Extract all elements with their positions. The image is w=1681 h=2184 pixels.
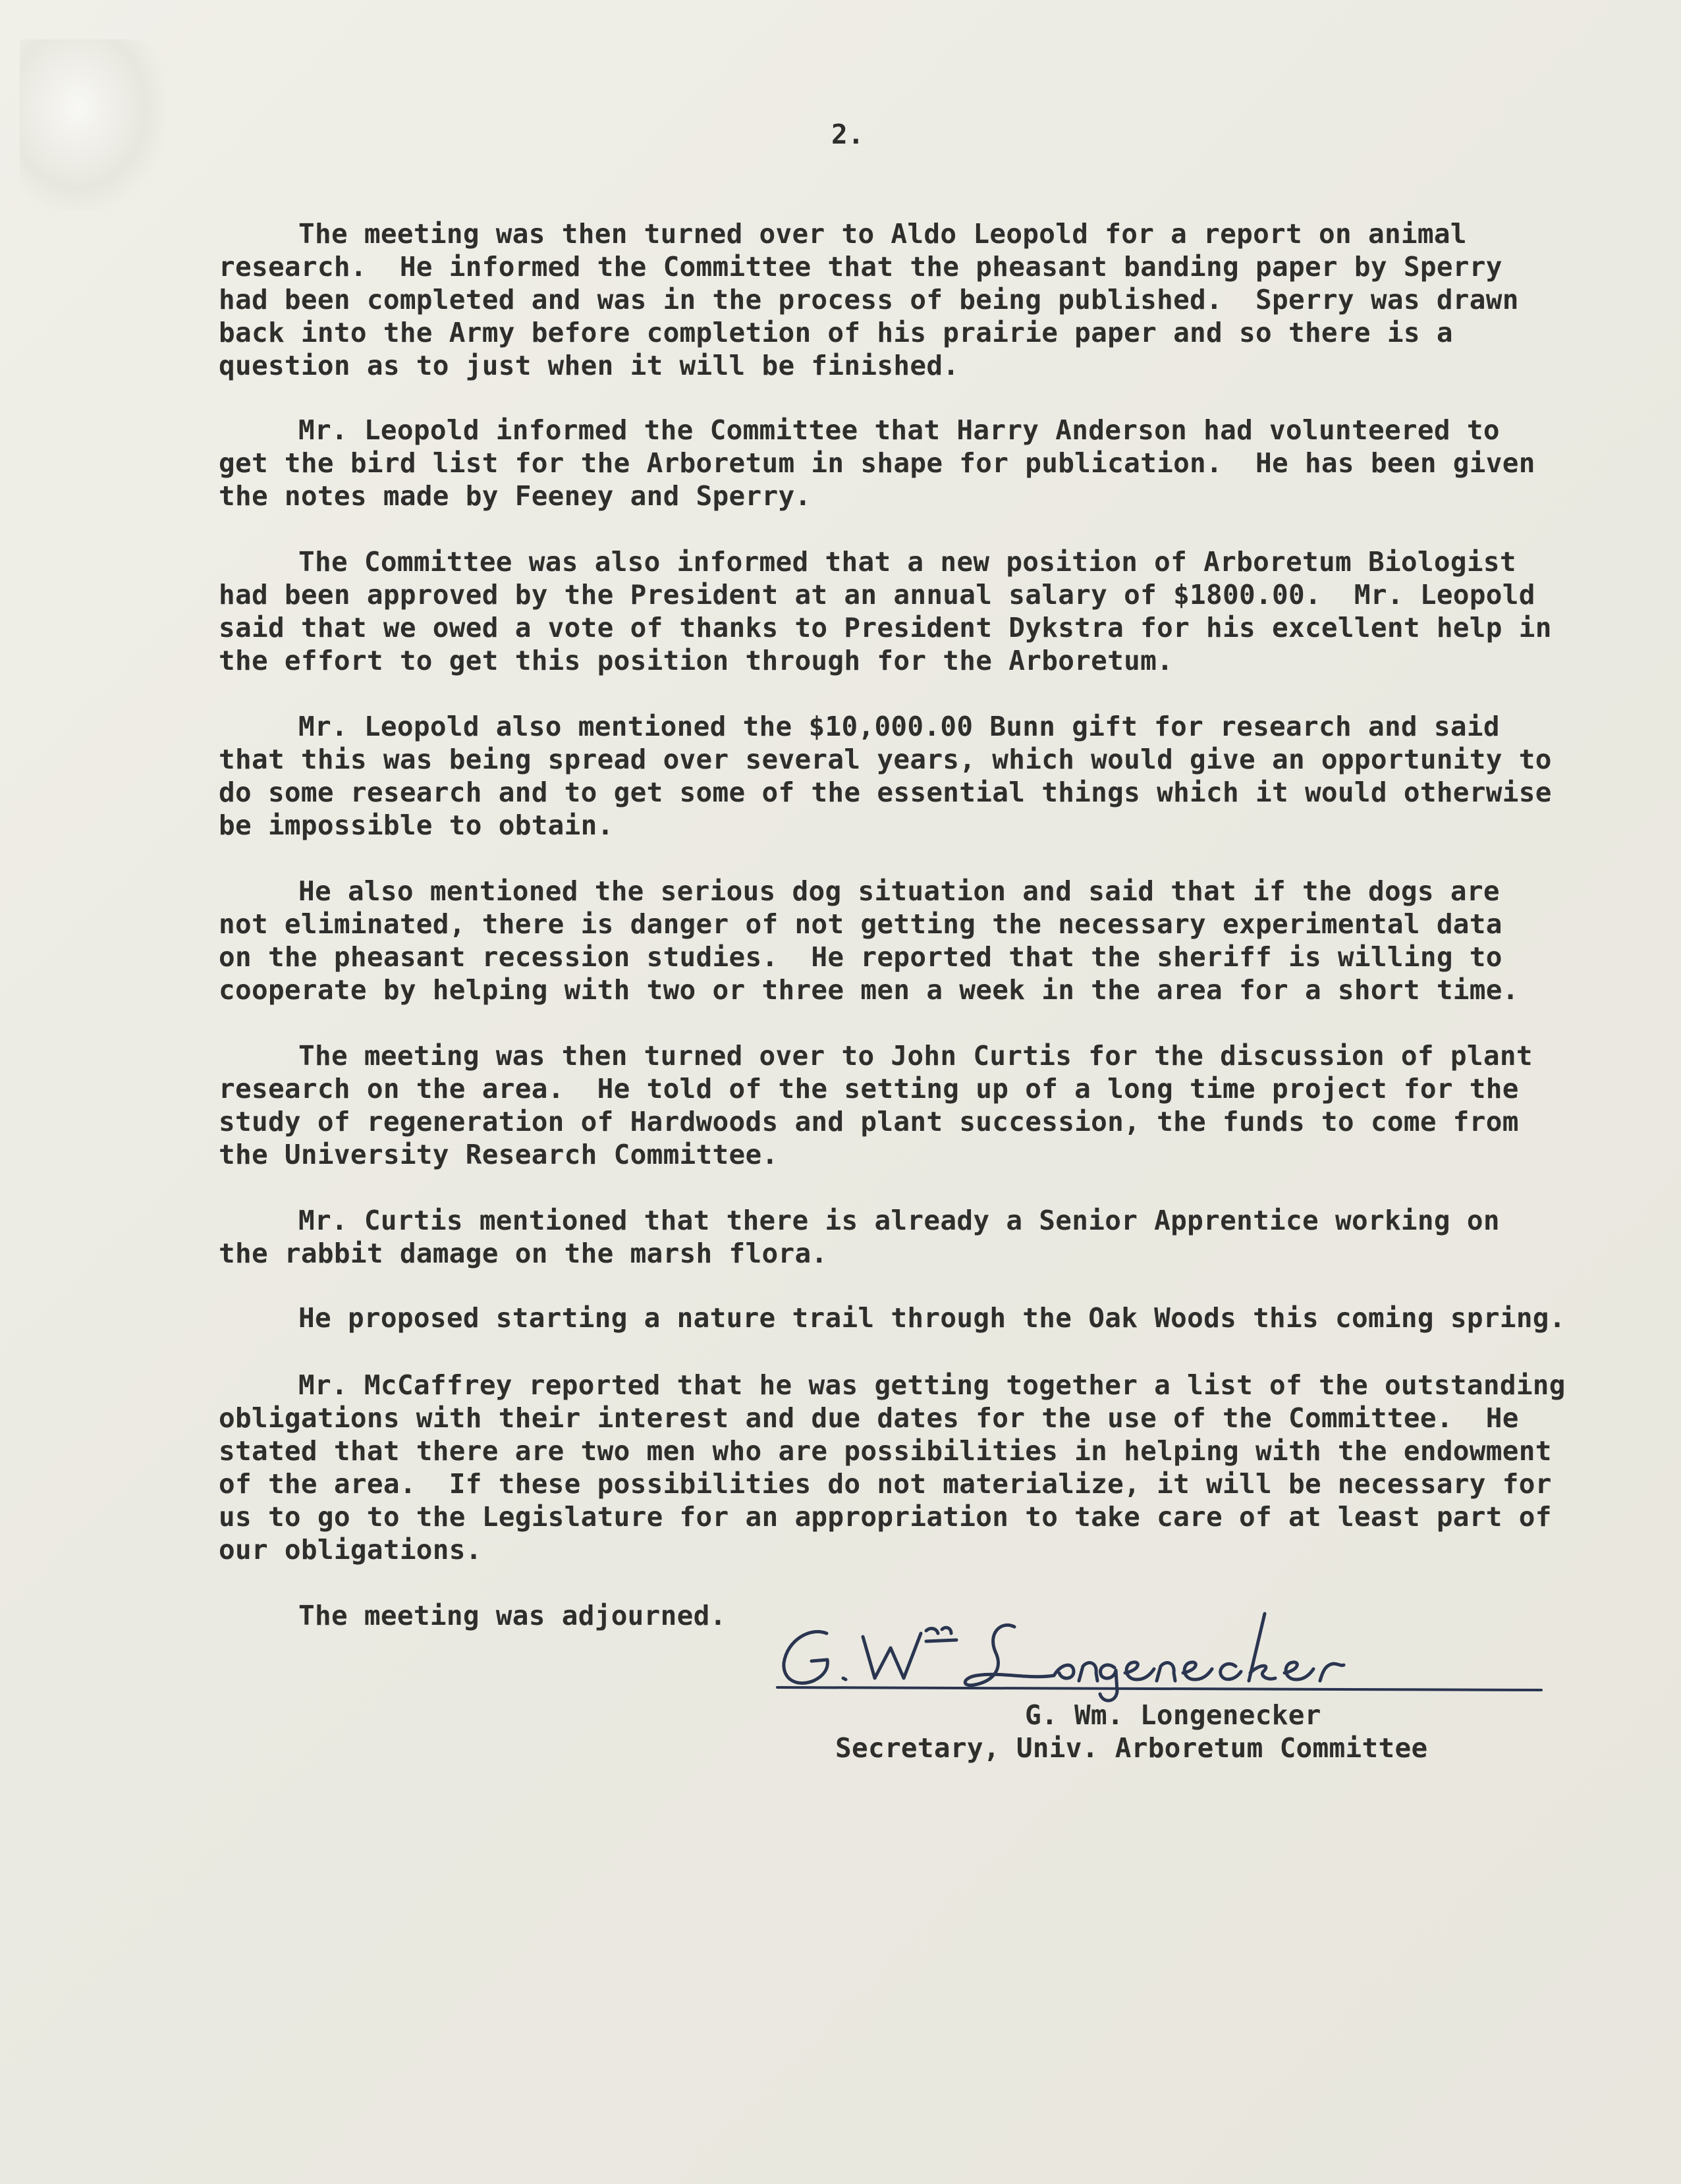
paragraph-leopold-report	[219, 217, 1576, 382]
handwritten-signature	[764, 1607, 1555, 1706]
paper-crease	[20, 40, 165, 211]
paragraph-line: The meeting was adjourned.	[298, 1600, 727, 1631]
paragraph-line: said that we owed a vote of thanks to President Dykstra for his excellent help in	[219, 612, 1552, 643]
paragraph-line: the effort to get this position through for the Arboretum.	[219, 645, 1174, 676]
paragraph-bunn-gift	[219, 710, 1576, 842]
paragraph-line: get the bird list for the Arboretum in shape for publication. He has been given	[219, 447, 1535, 479]
paragraph-line: do some research and to get some of the essential things which it would otherwise	[219, 777, 1552, 808]
paragraph-line: study of regeneration of Hardwoods and plant succession, the funds to come from	[219, 1106, 1519, 1137]
paragraph-line: the rabbit damage on the marsh flora.	[219, 1238, 828, 1269]
paragraph-line: Mr. Leopold also mentioned the $10,000.00 Bunn gift for research and said	[298, 711, 1500, 742]
paragraph-line: our obligations.	[219, 1534, 482, 1566]
paragraph-line: cooperate by helping with two or three men a week in the area for a short time.	[219, 974, 1519, 1006]
paragraph-line: back into the Army before completion of his prairie paper and so there is a	[219, 317, 1453, 348]
paragraph-line: The meeting was then turned over to John Curtis for the discussion of plant	[298, 1040, 1533, 1072]
paragraph-line: Mr. Curtis mentioned that there is already a Senior Apprentice working on	[298, 1205, 1500, 1236]
paragraph-bird-list	[219, 414, 1576, 512]
paragraph-line: Mr. McCaffrey reported that he was getting together a list of the outstanding	[298, 1369, 1566, 1401]
paragraph-line: not eliminated, there is danger of not getting the necessary experimental data	[219, 908, 1502, 940]
paragraph-line: research. He informed the Committee that the pheasant banding paper by Sperry	[219, 251, 1502, 283]
paragraph-line: Mr. Leopold informed the Committee that Harry Anderson had volunteered to	[298, 414, 1500, 446]
paragraph-line: The Committee was also informed that a new position of Arboretum Biologist	[298, 546, 1516, 578]
paragraph-line: the notes made by Feeney and Sperry.	[219, 480, 812, 512]
paragraph-line: The meeting was then turned over to Aldo Leopold for a report on animal	[298, 218, 1467, 250]
page-number: 2.	[831, 119, 864, 150]
paragraph-line: He also mentioned the serious dog situation and said that if the dogs are	[298, 875, 1500, 907]
paragraph-line: had been completed and was in the process of being published. Sperry was drawn	[219, 284, 1519, 315]
paragraph-line: stated that there are two men who are possibilities in helping with the endowment	[219, 1435, 1552, 1467]
paragraph-line: the University Research Committee.	[219, 1139, 779, 1170]
paragraph-dog-situation	[219, 875, 1576, 1006]
paragraph-line: of the area. If these possibilities do not materialize, it will be necessary for	[219, 1468, 1552, 1500]
paragraph-senior-apprentice	[219, 1204, 1576, 1270]
paragraph-line: that this was being spread over several years, which would give an opportunity to	[219, 744, 1552, 775]
signer-name: G. Wm. Longenecker	[1025, 1699, 1321, 1731]
paragraph-line: on the pheasant recession studies. He reported that the sheriff is willing to	[219, 941, 1502, 973]
paragraph-line: us to go to the Legislature for an appropriation to take care of at least part of	[219, 1501, 1552, 1533]
paragraph-line: obligations with their interest and due dates for the use of the Committee. He	[219, 1402, 1519, 1434]
paragraph-line: be impossible to obtain.	[219, 809, 614, 841]
paragraph-nature-trail	[219, 1301, 1576, 1334]
signature-block	[764, 1607, 1555, 1778]
paragraph-mccaffrey-report	[219, 1369, 1576, 1566]
paragraph-line: had been approved by the President at an annual salary of $1800.00. Mr. Leopold	[219, 579, 1535, 611]
signer-title: Secretary, Univ. Arboretum Committee	[835, 1732, 1428, 1764]
paragraph-curtis-research	[219, 1039, 1576, 1171]
paragraph-line: He proposed starting a nature trail through the Oak Woods this coming spring.	[298, 1302, 1566, 1334]
paragraph-biologist-position	[219, 545, 1576, 677]
paragraph-line: question as to just when it will be finished.	[219, 350, 960, 381]
paragraph-line: research on the area. He told of the setting up of a long time project for the	[219, 1073, 1519, 1105]
